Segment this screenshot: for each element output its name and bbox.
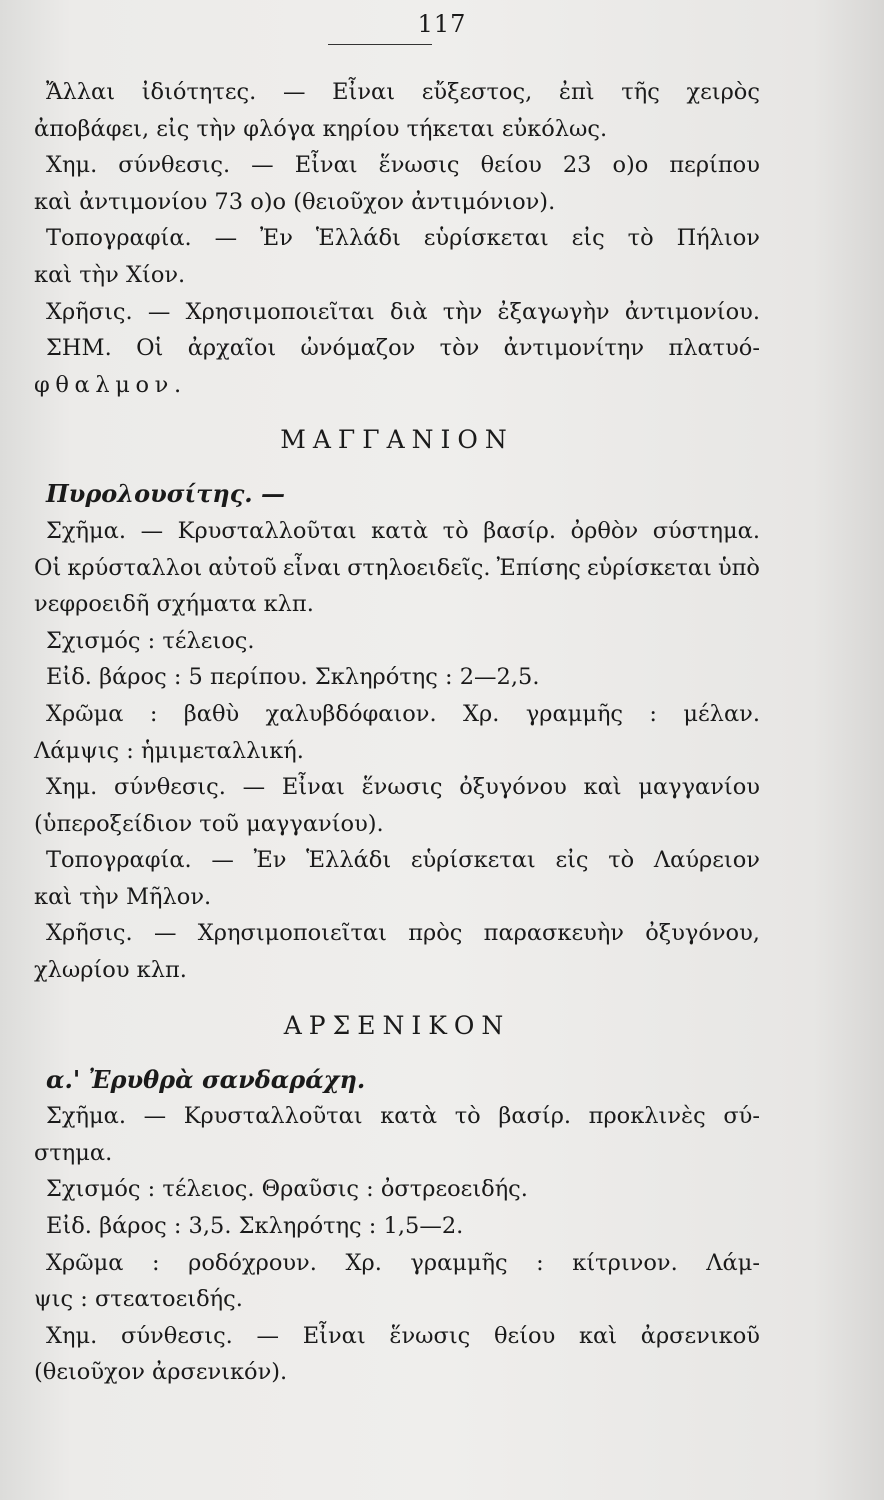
word: εἰς xyxy=(571,225,605,252)
text-line: καὶ ἀντιμονίου 73 ο)ο (θειοῦχον ἀντιμόνιον). xyxy=(34,188,556,215)
word: ἐξαγωγὴν xyxy=(497,298,610,325)
word: — xyxy=(140,517,164,544)
word: Εἶναι xyxy=(332,79,396,105)
word: ὠνόμαζον xyxy=(300,335,416,362)
word: χαλυβδόφαιον. xyxy=(265,700,437,727)
text-line xyxy=(34,550,760,587)
word: θείου xyxy=(480,152,542,179)
word: : xyxy=(536,1249,544,1276)
word: Ἐν xyxy=(253,847,287,874)
text-line: στημα. xyxy=(34,1139,113,1166)
text-line xyxy=(34,769,760,806)
text-line xyxy=(34,1245,760,1282)
word: — xyxy=(282,79,306,105)
word: εἶναι xyxy=(282,554,342,581)
word: ἕνωσις xyxy=(361,774,443,801)
word: ὀξυγόνου xyxy=(459,774,567,801)
word: πλατυό- xyxy=(668,335,760,362)
word: γραμμῆς xyxy=(410,1249,508,1276)
word: κρύσταλλοι xyxy=(67,554,203,581)
word: — xyxy=(153,920,177,947)
text-line: Σχισμός : τέλειος. Θραῦσις : ὀστρεοειδής. xyxy=(46,1176,528,1203)
word: ο)ο xyxy=(612,152,649,179)
text-line: Εἰδ. βάρος : 5 περίπου. Σκληρότης : 2—2,5. xyxy=(46,664,540,691)
word: βασίρ. xyxy=(483,517,556,544)
text-line xyxy=(34,294,760,331)
word: Χρησιμοποιεῖται xyxy=(197,920,387,947)
word: τὸν xyxy=(439,335,480,362)
word: προκλινὲς xyxy=(588,1103,706,1130)
word: Λάμ- xyxy=(706,1249,760,1276)
word: τὸ xyxy=(608,847,635,874)
word: βαθὺ xyxy=(183,700,240,727)
word: βασίρ. xyxy=(498,1103,572,1130)
word: μαγγανίου xyxy=(638,774,760,801)
word: ἀντιμονίου. xyxy=(624,298,760,325)
text-line xyxy=(34,1098,760,1135)
word: — xyxy=(143,1103,167,1130)
text-line xyxy=(34,1318,760,1355)
page-body-text xyxy=(34,74,760,1391)
text-line xyxy=(34,696,760,733)
text-line xyxy=(34,330,760,367)
text-line xyxy=(34,842,760,879)
word: Χρ. xyxy=(345,1249,382,1276)
word: : xyxy=(151,1249,160,1276)
text-line: φθαλμον. xyxy=(34,371,187,398)
word: Χρῆσις. xyxy=(46,298,133,325)
word: ροδόχρουν. xyxy=(188,1249,317,1276)
word: τὸ xyxy=(454,1103,481,1130)
word: εὑρίσκεται xyxy=(423,225,549,252)
word: αὐτοῦ xyxy=(208,554,277,581)
word: περίπου xyxy=(669,152,760,179)
word: σύνθεσις. xyxy=(118,152,231,179)
text-line: χλωρίου κλπ. xyxy=(34,957,187,984)
word: — xyxy=(251,152,274,179)
word: — xyxy=(214,225,238,252)
word: ἐπὶ xyxy=(558,79,595,105)
word: τῆς xyxy=(621,79,660,105)
word: μέλαν. xyxy=(683,700,760,727)
word: Οἱ xyxy=(136,335,164,362)
word: Χημ. xyxy=(46,1322,98,1349)
word: χειρὸς xyxy=(686,79,760,105)
word: ἕνωσις xyxy=(389,1322,471,1349)
text-line: (ὑπεροξείδιον τοῦ μαγγανίου). xyxy=(34,810,384,837)
word: καὶ xyxy=(578,1322,618,1349)
word: Χρῶμα xyxy=(46,700,124,727)
word: Εἶναι xyxy=(294,152,358,179)
word: ἀρσενικοῦ xyxy=(640,1322,760,1349)
word: Λαύρειον xyxy=(653,847,760,874)
text-line xyxy=(34,147,760,184)
word: ὀξυγόνου, xyxy=(645,920,760,947)
mineral-name: α.' Ἐρυθρὰ σανδαράχη. xyxy=(46,1064,366,1094)
word: Ἑλλάδι xyxy=(315,225,401,252)
text-line: Σχισμός : τέλειος. xyxy=(46,627,255,654)
page-number: 117 xyxy=(417,10,467,38)
word: παρασκευὴν xyxy=(483,920,624,947)
word: ἰδιότητες. xyxy=(141,79,257,105)
text-line: ἀποβάφει, εἰς τὴν φλόγα κηρίου τήκεται εὐκόλως. xyxy=(34,115,608,142)
word: θείου xyxy=(494,1322,556,1349)
word: εὔξεστος, xyxy=(421,79,533,105)
word: Τοπογραφία. xyxy=(46,847,192,874)
text-line xyxy=(34,513,760,550)
word: Χημ. xyxy=(46,774,98,801)
word: — xyxy=(147,298,171,325)
word: κίτρινον. xyxy=(572,1249,678,1276)
word: Χρῆσις. xyxy=(46,920,133,947)
word: διὰ xyxy=(389,298,428,325)
word: — xyxy=(211,847,234,874)
word: Χρῶμα xyxy=(46,1249,124,1276)
word: τὸ xyxy=(627,225,654,252)
word: Χημ. xyxy=(46,152,98,179)
word: Ἑλλάδι xyxy=(306,847,392,874)
word: τὸ xyxy=(442,517,469,544)
word: Ἐπίσης xyxy=(496,554,581,581)
word: σύνθεσις. xyxy=(120,1322,233,1349)
text-line: (θειοῦχον ἀρσενικόν). xyxy=(34,1359,288,1386)
word: σύνθεσις. xyxy=(114,774,226,801)
word: Χρ. xyxy=(463,700,500,727)
text-line: νεφροειδῆ σχήματα κλπ. xyxy=(34,591,314,618)
word: ἀντιμονίτην xyxy=(503,335,645,362)
word: Σχῆμα. xyxy=(46,517,126,544)
word: στηλοειδεῖς. xyxy=(347,554,491,581)
word: : xyxy=(649,700,658,727)
text-line: Λάμψις : ἡμιμεταλλική. xyxy=(34,737,304,764)
text-line xyxy=(34,74,760,111)
word: Εἶναι xyxy=(281,774,345,801)
word: γραμμῆς xyxy=(525,700,624,727)
text-line: καὶ τὴν Χίον. xyxy=(34,261,186,288)
text-line: ψις : στεατοειδής. xyxy=(34,1286,243,1313)
word: ΣΗΜ. xyxy=(46,335,112,362)
word: σύστημα. xyxy=(652,517,760,544)
word: Οἱ xyxy=(34,554,62,581)
word: τὴν xyxy=(442,298,483,325)
word: ὀρθὸν xyxy=(570,517,639,544)
word: 23 xyxy=(562,152,592,179)
word: Πήλιον xyxy=(676,225,760,252)
word: Σχῆμα. xyxy=(46,1103,126,1130)
word: : xyxy=(149,700,158,727)
word: κατὰ xyxy=(371,517,429,544)
word: πρὸς xyxy=(408,920,463,947)
mineral-name: Πυρολουσίτης. — xyxy=(46,479,286,509)
word: ὑπὸ xyxy=(717,554,760,581)
text-line: καὶ τὴν Μῆλον. xyxy=(34,883,212,910)
text-line xyxy=(34,915,760,952)
word: Ἐν xyxy=(260,225,293,252)
text-line xyxy=(34,220,760,257)
word: κατὰ xyxy=(380,1103,438,1130)
word: Κρυσταλλοῦται xyxy=(183,1103,363,1130)
word: — xyxy=(242,774,266,801)
word: εἰς xyxy=(555,847,589,874)
page-number-rule xyxy=(328,44,432,45)
word: — xyxy=(256,1322,280,1349)
word: Χρησιμοποιεῖται xyxy=(185,298,375,325)
word: εὑρίσκεται xyxy=(410,847,536,874)
text-line: Εἰδ. βάρος : 3,5. Σκληρότης : 1,5—2. xyxy=(46,1213,464,1240)
section-heading: ΑΡΣΕΝΙΚΟΝ xyxy=(283,1010,511,1040)
word: ἀρχαῖοι xyxy=(187,335,277,362)
word: εὑρίσκεται xyxy=(586,554,712,581)
section-heading: ΜΑΓΓΑΝΙΟΝ xyxy=(280,425,514,455)
word: Ἄλλαι xyxy=(46,79,116,105)
word: ἕνωσις xyxy=(378,152,460,179)
word: Τοπογραφία. xyxy=(46,225,192,252)
word: Εἶναι xyxy=(302,1322,366,1349)
word: σύ- xyxy=(723,1103,760,1130)
word: καὶ xyxy=(583,774,622,801)
word: Κρυσταλλοῦται xyxy=(177,517,357,544)
